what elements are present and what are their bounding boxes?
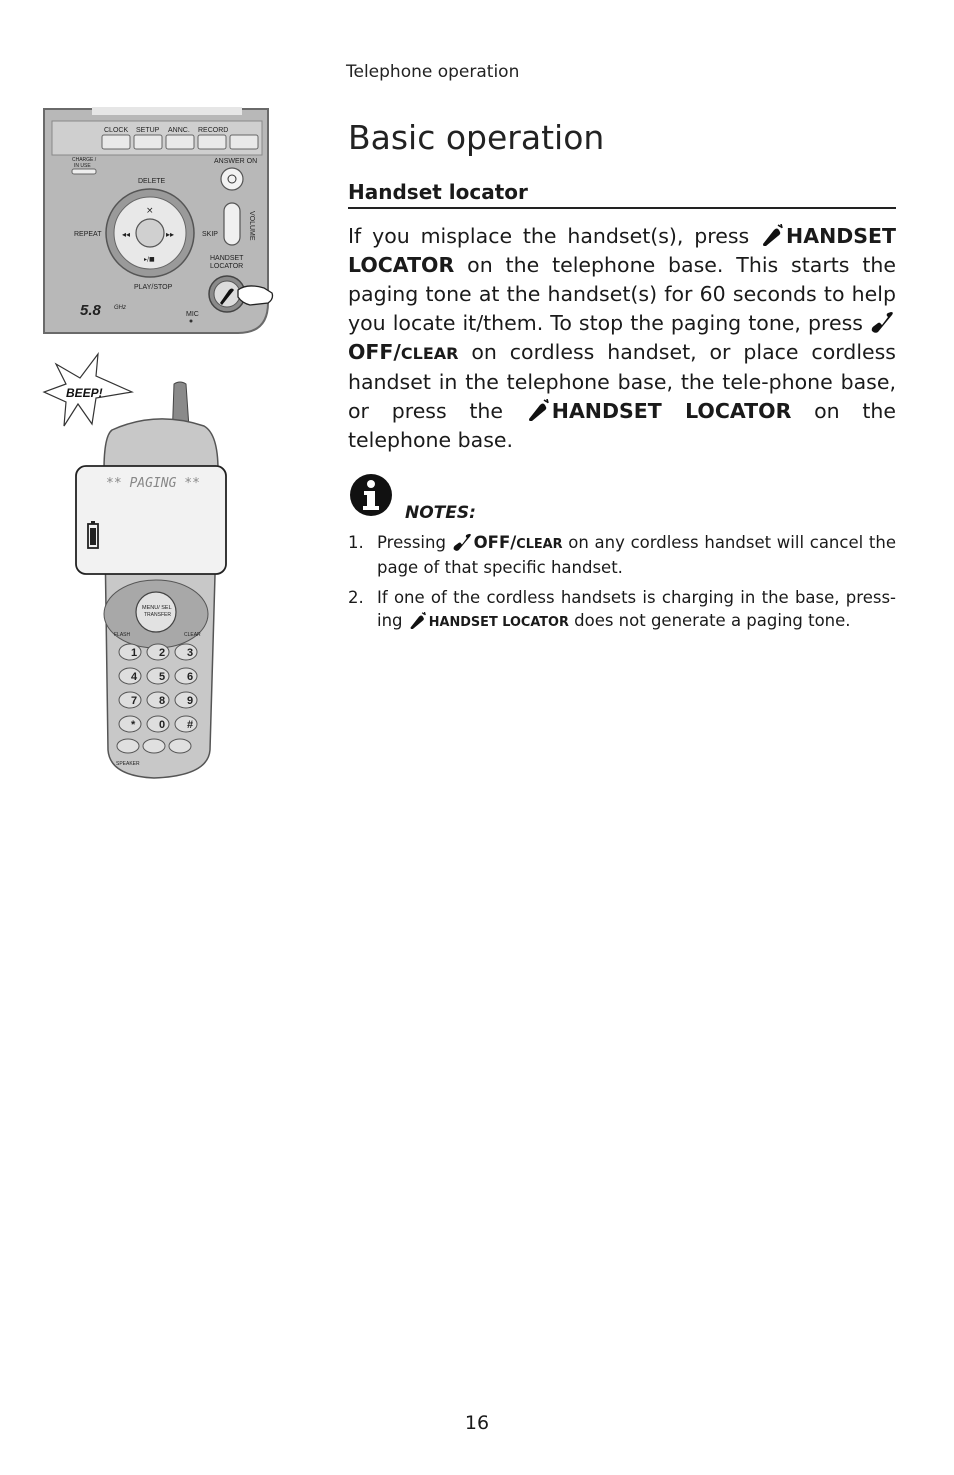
speaker-label: SPEAKER	[116, 761, 140, 767]
body-text-4: on the telephone base.	[348, 399, 896, 452]
ghz-unit: GHz	[114, 305, 126, 311]
ghz-badge: 5.8	[80, 302, 101, 319]
keypad-key[interactable]	[147, 716, 169, 732]
keypad-key-label: 2	[159, 647, 166, 659]
keypad-key-label: 4	[131, 671, 138, 683]
telephone-base-illustration	[42, 107, 276, 337]
center-button[interactable]	[136, 219, 164, 247]
keypad-key[interactable]	[175, 692, 197, 708]
keypad-key-label: 9	[187, 695, 194, 707]
handset-locator-icon	[526, 399, 550, 421]
play-stop-label: PLAY/STOP	[134, 284, 173, 291]
section-header: Telephone operation	[346, 62, 520, 82]
keypad-key-label: 8	[159, 695, 166, 707]
record-label: RECORD	[198, 127, 229, 134]
repeat-label: REPEAT	[74, 231, 102, 238]
keypad-key-label: *	[131, 719, 136, 731]
keypad-key[interactable]	[175, 716, 197, 732]
notes-list	[348, 531, 896, 641]
menu-sel-label: MENU/ SEL	[142, 605, 172, 611]
paging-display-text: ** PAGING **	[106, 476, 200, 491]
mute-button[interactable]	[169, 739, 191, 753]
svg-text:◂◂: ◂◂	[122, 230, 131, 239]
page-title: Basic operation	[348, 118, 605, 157]
speaker-button[interactable]	[117, 739, 139, 753]
keypad-key-label: #	[187, 719, 194, 731]
locator-label: LOCATOR	[210, 263, 244, 270]
note-text: If one of the cordless handsets is charging in the base, press-ing	[377, 588, 896, 630]
charge-label: CHARGE /	[72, 157, 97, 163]
cordless-handset-illustration	[74, 380, 230, 780]
keypad-key[interactable]	[147, 692, 169, 708]
annc-label: ANNC.	[168, 127, 190, 134]
keypad-key-label: 3	[187, 647, 194, 659]
off-phone-icon	[452, 533, 472, 551]
body-text-2: on the telephone base. This starts the paging tone at the handset(s) for 60 seconds to help you locate it/them. To stop the paging tone, press	[348, 253, 896, 335]
handset-locator-icon	[760, 224, 784, 246]
handset-locator-key-label: HANDSET LOCATOR	[551, 399, 792, 423]
body-text-3: on cordless handset, or place cordless handset in the telephone base, the tele-phone base, or press the	[348, 340, 896, 423]
info-icon	[349, 473, 393, 517]
off-key-label: OFF/	[473, 533, 517, 552]
keypad-key[interactable]	[175, 668, 197, 684]
beep-text: BEEP!	[66, 386, 103, 400]
delete-label: DELETE	[138, 178, 166, 185]
handset-locator-key-label: HANDSET LOCATOR	[428, 615, 569, 630]
off-phone-icon	[870, 311, 894, 333]
page-number: 16	[464, 1412, 490, 1434]
answer-on-button[interactable]	[221, 168, 243, 190]
redial-button[interactable]	[143, 739, 165, 753]
note-text: on any cordless handset will cancel the page of that specific handset.	[377, 533, 896, 577]
answer-on-label: ANSWER ON	[214, 158, 258, 165]
transfer-label: TRANSFER	[144, 612, 171, 618]
handset-label: HANDSET	[210, 255, 244, 262]
flash-label: FLASH	[114, 632, 131, 638]
keypad-key[interactable]	[119, 668, 141, 684]
note-number: 1.	[348, 533, 364, 552]
svg-text:×: ×	[146, 206, 154, 216]
clear-key-label: CLEAR	[400, 344, 459, 363]
keypad-key-label: 0	[159, 719, 166, 731]
keypad-key-label: 6	[187, 671, 194, 683]
clear-key-label: CLEAR	[516, 537, 563, 552]
clear-label: CLEAR	[184, 632, 201, 638]
notes-label: NOTES:	[405, 503, 476, 523]
note-text: does not generate a paging tone.	[568, 611, 851, 630]
keypad-key[interactable]	[119, 692, 141, 708]
mic-label: MIC	[186, 311, 199, 318]
keypad-key[interactable]	[147, 668, 169, 684]
handset-locator-icon	[408, 612, 427, 629]
keypad-key-label: 7	[131, 695, 138, 707]
section-subheading: Handset locator	[348, 180, 896, 209]
volume-rocker[interactable]	[224, 203, 240, 245]
svg-text:▸/■: ▸/■	[144, 256, 155, 263]
handset-locator-key-label: HANDSET LOCATOR	[348, 224, 896, 277]
body-text-1: If you misplace the handset(s), press	[348, 224, 761, 248]
skip-label: SKIP	[202, 231, 218, 238]
setup-label: SETUP	[136, 127, 160, 134]
body-paragraph	[348, 222, 896, 455]
note-item	[348, 531, 896, 579]
off-key-label: OFF/	[348, 340, 401, 364]
keypad-key-label: 1	[131, 647, 138, 659]
keypad-key[interactable]	[119, 644, 141, 660]
svg-text:▸▸: ▸▸	[166, 230, 175, 239]
note-text: Pressing	[377, 533, 452, 552]
note-number: 2.	[348, 588, 364, 607]
volume-label: VOLUME	[248, 211, 255, 241]
keypad-key-label: 5	[159, 671, 166, 683]
in-use-label: IN USE	[74, 163, 91, 169]
keypad-key[interactable]	[147, 644, 169, 660]
note-item	[348, 586, 896, 634]
clock-label: CLOCK	[104, 127, 129, 134]
keypad-key[interactable]	[119, 716, 141, 732]
keypad-key[interactable]	[175, 644, 197, 660]
